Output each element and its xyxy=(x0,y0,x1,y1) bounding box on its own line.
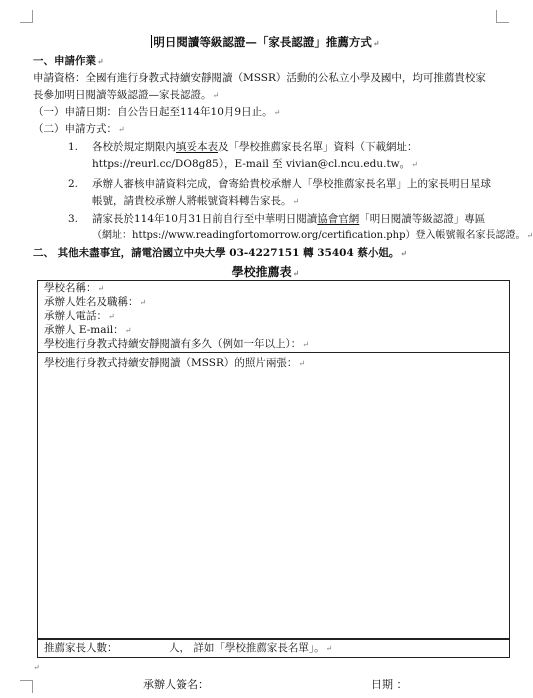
officer-signature-label: 承辦人簽名： xyxy=(143,678,209,691)
parent-count-label: 推薦家長人數： xyxy=(44,642,118,654)
officer-name-field[interactable]: 承辦人姓名及職稱：↵ xyxy=(44,296,147,308)
page-corner-mark xyxy=(20,10,33,23)
step-3-link[interactable]: （網址：https://www.readingfortomorrow.org/certification.php）登入帳號報名家長認證。↵ xyxy=(92,230,533,241)
parent-count-cell[interactable] xyxy=(37,639,510,658)
eligibility-text: 申請資格：全國有進行身教式持續安靜閱讀（MSSR）活動的公私立小學及國中，均可推薦貴校家 xyxy=(33,72,486,84)
parent-count-suffix: 人， 詳如「學校推薦家長名單」。↵ xyxy=(169,642,333,654)
section-1-heading: 一、申請作業↵ xyxy=(33,55,104,67)
page-corner-mark xyxy=(20,680,33,693)
document-title: 明日閱讀等級認證—「家長認證」推薦方式↵ xyxy=(153,35,380,49)
step-1-link[interactable]: https://reurl.cc/DO8g85），E-mail 至 vivian@cl.ncu.edu.tw。↵ xyxy=(92,158,418,170)
step-3-text: 請家長於114年10月31日前自行至中華明日閱讀協會官網「明日閱讀等級認證」專區 xyxy=(92,213,486,225)
application-date: （一）申請日期：自公告日起至114年10月9日止。↵ xyxy=(33,106,281,118)
step-2-text-cont: 帳號，請貴校承辦人將帳號資料轉告家長。↵ xyxy=(92,195,300,207)
school-info-cell[interactable] xyxy=(37,280,510,353)
duration-field[interactable]: 學校進行身教式持續安靜閱讀有多久（例如一年以上）：↵ xyxy=(44,338,309,350)
officer-email-field[interactable]: 承辦人 E-mail：↵ xyxy=(44,324,132,336)
application-method: （二）申請方式：↵ xyxy=(33,123,125,135)
step-1-text: 各校於規定期限內填妥本表及「學校推薦家長名單」資料（下載網址： xyxy=(92,141,418,153)
section-2-heading: 二、 其他未盡事宜，請電洽國立中央大學 03-4227151 轉 35404 蔡小姐。↵ xyxy=(33,247,408,259)
officer-phone-field[interactable]: 承辦人電話：↵ xyxy=(44,310,115,322)
form-title: 學校推薦表↵ xyxy=(231,265,300,279)
step-number: 3. xyxy=(68,213,79,225)
eligibility-text-cont: 長參加明日閱讀等級認證—家長認證。↵ xyxy=(33,89,220,101)
date-label: 日期 ： xyxy=(371,678,408,691)
step-2-text: 承辦人審核申請資料完成，會寄給貴校承辦人「學校推薦家長名單」上的家長明日星球 xyxy=(92,178,491,190)
photos-label: 學校進行身教式持續安靜閱讀（MSSR）的照片兩張：↵ xyxy=(44,357,306,369)
photos-cell[interactable] xyxy=(37,353,510,639)
step-number: 2. xyxy=(68,178,79,190)
empty-paragraph: ↵ xyxy=(33,663,40,672)
step-number: 1. xyxy=(68,141,79,153)
school-name-field[interactable]: 學校名稱：↵ xyxy=(44,282,105,294)
page-corner-mark xyxy=(496,10,509,23)
